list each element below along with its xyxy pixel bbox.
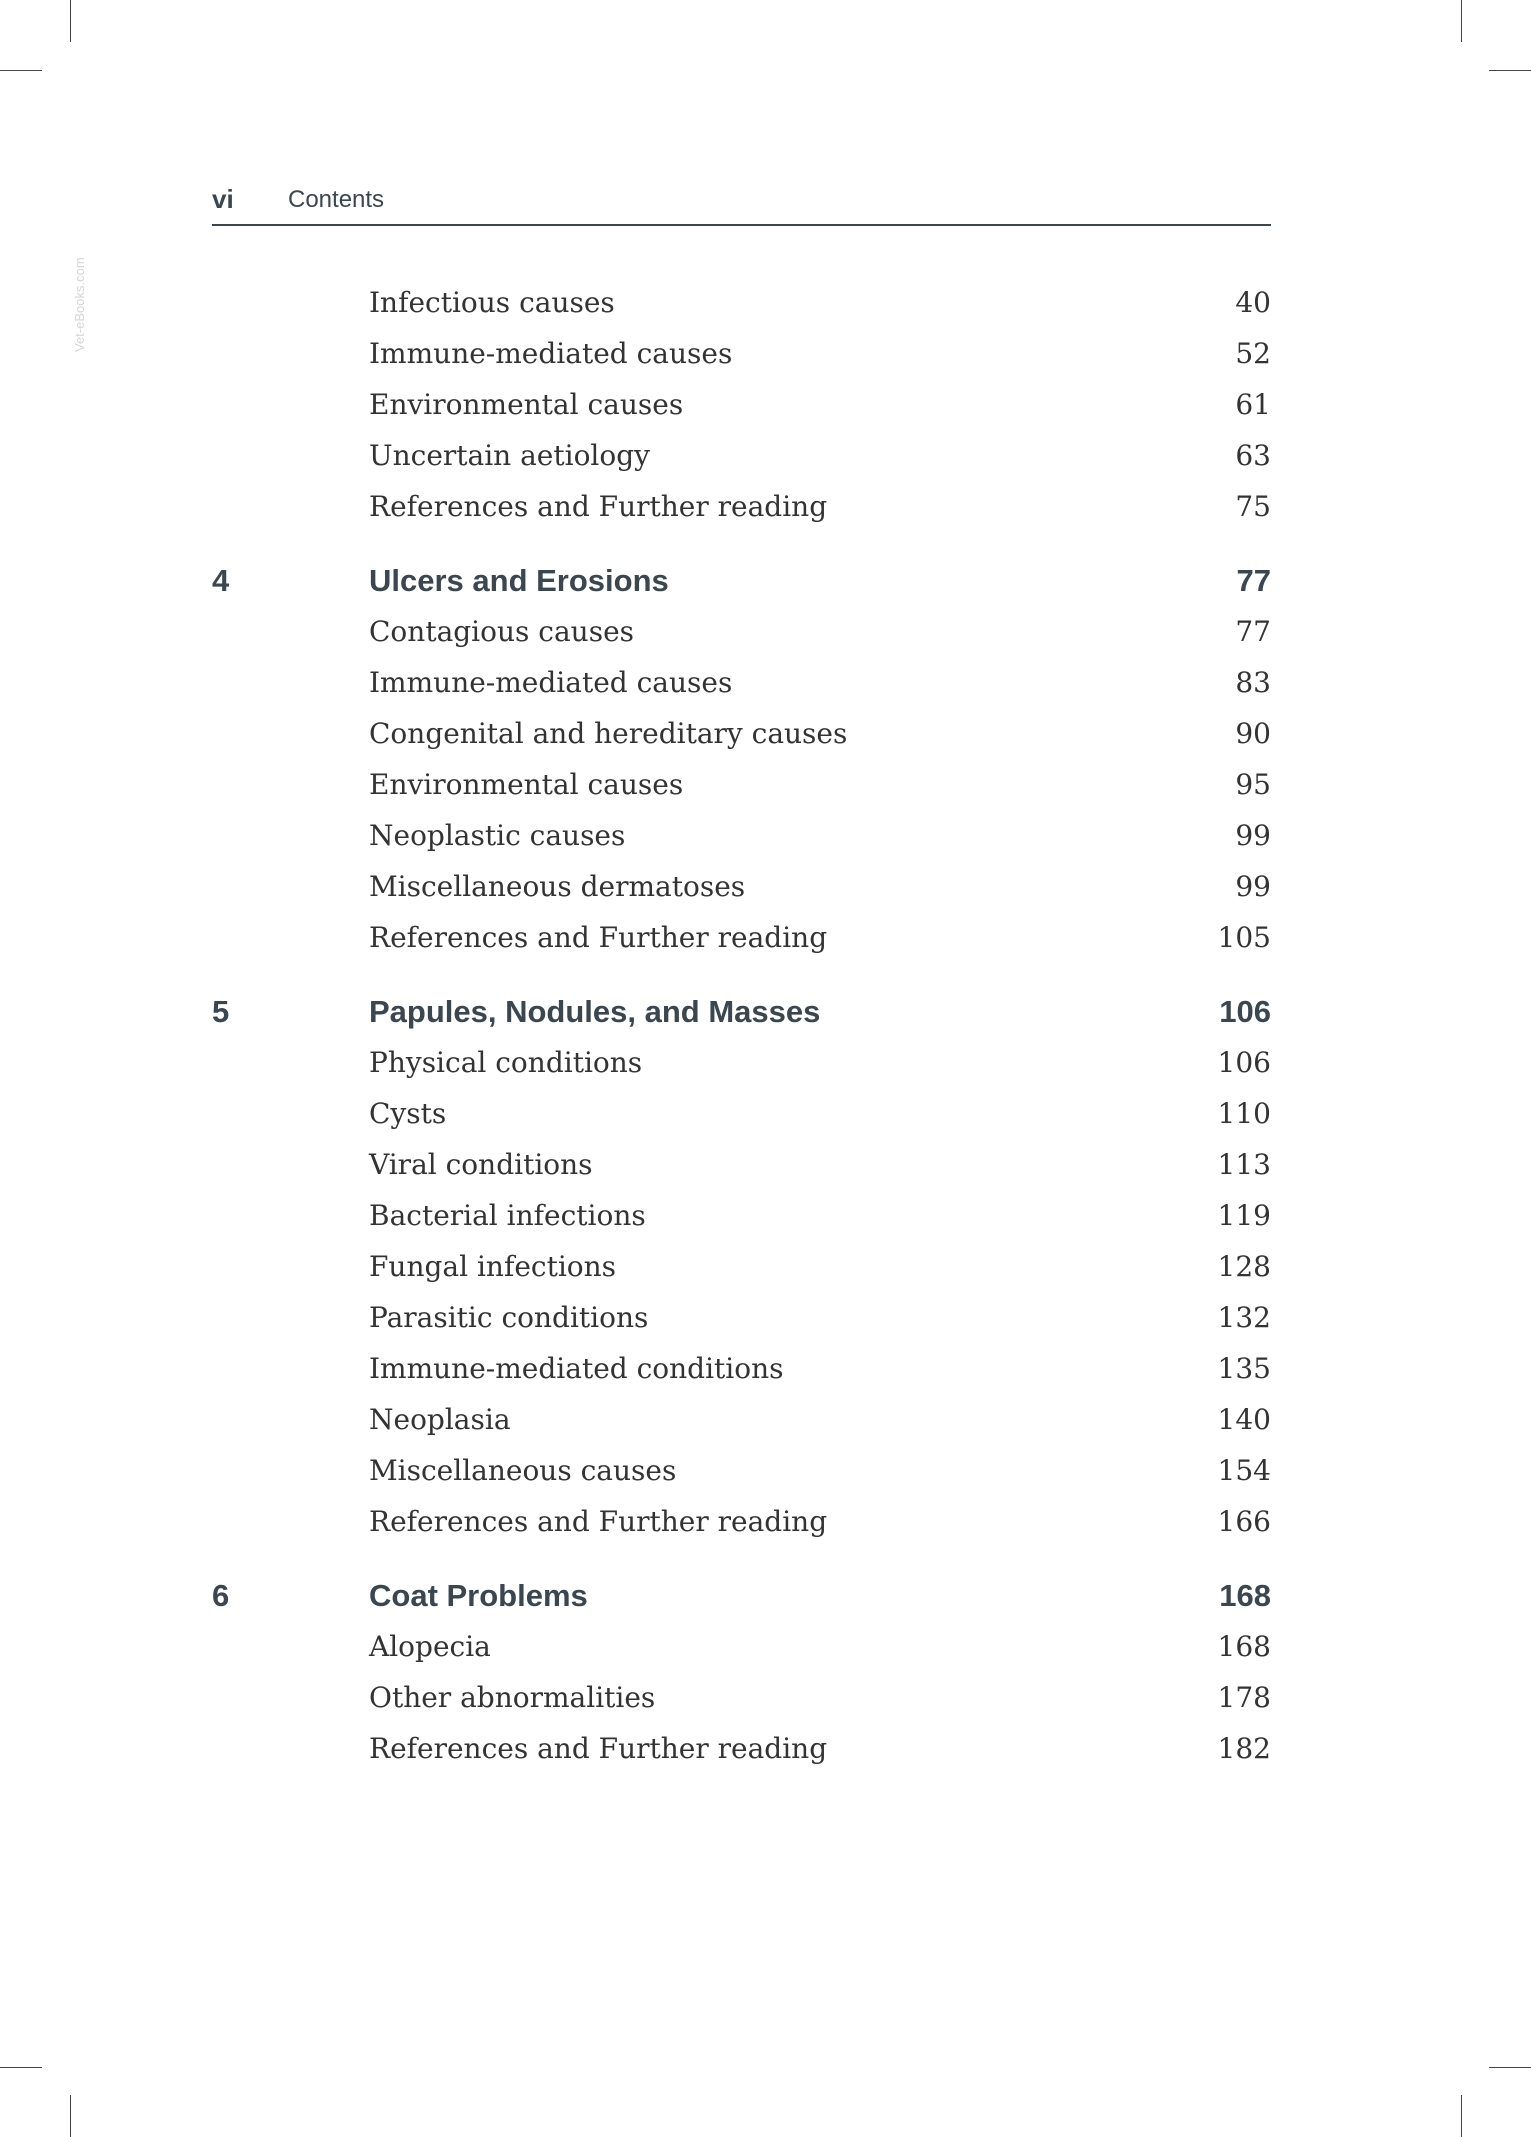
chapter-number: 4 [212,563,230,598]
toc-entry[interactable] [212,1142,1271,1193]
toc-entry-title: Neoplastic causes [369,819,626,852]
toc-entry[interactable] [212,762,1271,813]
chapter-number: 6 [212,1578,230,1613]
toc-entry-page: 113 [1217,1148,1271,1181]
toc-entry[interactable] [212,1193,1271,1244]
crop-mark [1489,2067,1531,2068]
toc-entry-title: Neoplasia [369,1403,511,1436]
toc-entry-page: 135 [1217,1352,1271,1385]
toc-entry-page: 182 [1217,1732,1271,1765]
toc-entry-page: 154 [1217,1454,1271,1487]
toc-entry[interactable] [212,1346,1271,1397]
page-header [212,180,1271,226]
toc-entry-page: 52 [1235,337,1271,370]
toc-entry-page: 77 [1235,615,1271,648]
chapter-page: 168 [1219,1578,1271,1613]
running-title: Contents [288,186,385,213]
toc-entry-title: Environmental causes [369,768,684,801]
toc-entry-page: 128 [1217,1250,1271,1283]
toc-entry-page: 61 [1235,388,1271,421]
toc-entry-title: Uncertain aetiology [369,439,650,472]
toc-entry[interactable] [212,1244,1271,1295]
toc-entry-page: 90 [1235,717,1271,750]
toc-entry-title: Environmental causes [369,388,684,421]
toc-entry[interactable] [212,609,1271,660]
crop-mark [0,2067,42,2068]
toc-entry[interactable] [212,1499,1271,1550]
toc-entry[interactable] [212,280,1271,331]
crop-mark [1461,0,1462,42]
page-folio: vi [212,184,234,214]
toc-entry-page: 106 [1217,1046,1271,1079]
toc-entry-page: 83 [1235,666,1271,699]
toc-entry-page: 40 [1235,286,1271,319]
toc-entry[interactable] [212,1397,1271,1448]
toc-entry[interactable] [212,1295,1271,1346]
toc-chapter-heading[interactable] [212,988,1271,1040]
chapter-page: 77 [1236,563,1271,598]
toc-entry-page: 99 [1235,819,1271,852]
toc-entry-title: Bacterial infections [369,1199,646,1232]
toc-entry[interactable] [212,484,1271,535]
toc-entry-title: Alopecia [369,1630,491,1663]
toc-entry-title: References and Further reading [369,921,828,954]
toc-entry[interactable] [212,711,1271,762]
toc-entry-title: References and Further reading [369,1732,828,1765]
toc-entry-title: References and Further reading [369,490,828,523]
chapter-number: 5 [212,994,230,1029]
toc-entry[interactable] [212,813,1271,864]
crop-mark [70,2095,71,2137]
watermark: Vet-eBooks.com [72,257,87,352]
crop-mark [70,0,71,42]
toc-entry[interactable] [212,1726,1271,1777]
toc-entry[interactable] [212,1040,1271,1091]
crop-mark [0,70,42,71]
crop-mark [1489,70,1531,71]
toc-entry[interactable] [212,660,1271,711]
toc-entry[interactable] [212,433,1271,484]
toc-chapter-heading[interactable] [212,557,1271,609]
chapter-title: Papules, Nodules, and Masses [369,994,821,1029]
toc-entry[interactable] [212,1091,1271,1142]
toc-entry-page: 95 [1235,768,1271,801]
toc-entry-title: Cysts [369,1097,447,1130]
toc-entry-page: 105 [1217,921,1271,954]
toc-entry-page: 166 [1217,1505,1271,1538]
toc-entry[interactable] [212,915,1271,966]
toc-entry-page: 75 [1235,490,1271,523]
toc-entry-page: 178 [1217,1681,1271,1714]
toc-chapter-heading[interactable] [212,1572,1271,1624]
toc-entry-title: Miscellaneous causes [369,1454,677,1487]
toc-entry-page: 140 [1217,1403,1271,1436]
toc-entry-page: 132 [1217,1301,1271,1334]
toc-entry[interactable] [212,1624,1271,1675]
toc-entry-title: References and Further reading [369,1505,828,1538]
toc-entry-page: 63 [1235,439,1271,472]
toc-entry-title: Miscellaneous dermatoses [369,870,746,903]
toc-entry-title: Contagious causes [369,615,635,648]
crop-mark [1461,2095,1462,2137]
chapter-title: Coat Problems [369,1578,588,1613]
table-of-contents [212,280,1271,1777]
toc-entry[interactable] [212,1448,1271,1499]
toc-entry-title: Immune-mediated causes [369,337,733,370]
chapter-title: Ulcers and Erosions [369,563,669,598]
toc-entry-title: Parasitic conditions [369,1301,649,1334]
toc-entry-title: Immune-mediated conditions [369,1352,784,1385]
toc-entry-page: 168 [1217,1630,1271,1663]
toc-entry-title: Infectious causes [369,286,615,319]
toc-entry[interactable] [212,1675,1271,1726]
toc-entry-title: Physical conditions [369,1046,643,1079]
toc-entry-title: Immune-mediated causes [369,666,733,699]
toc-entry-page: 119 [1217,1199,1271,1232]
chapter-page: 106 [1219,994,1271,1029]
toc-entry[interactable] [212,382,1271,433]
toc-entry-title: Congenital and hereditary causes [369,717,848,750]
toc-entry-page: 99 [1235,870,1271,903]
toc-entry-page: 110 [1217,1097,1271,1130]
toc-entry-title: Other abnormalities [369,1681,656,1714]
toc-entry-title: Viral conditions [369,1148,593,1181]
toc-entry[interactable] [212,864,1271,915]
toc-entry-title: Fungal infections [369,1250,617,1283]
toc-entry[interactable] [212,331,1271,382]
